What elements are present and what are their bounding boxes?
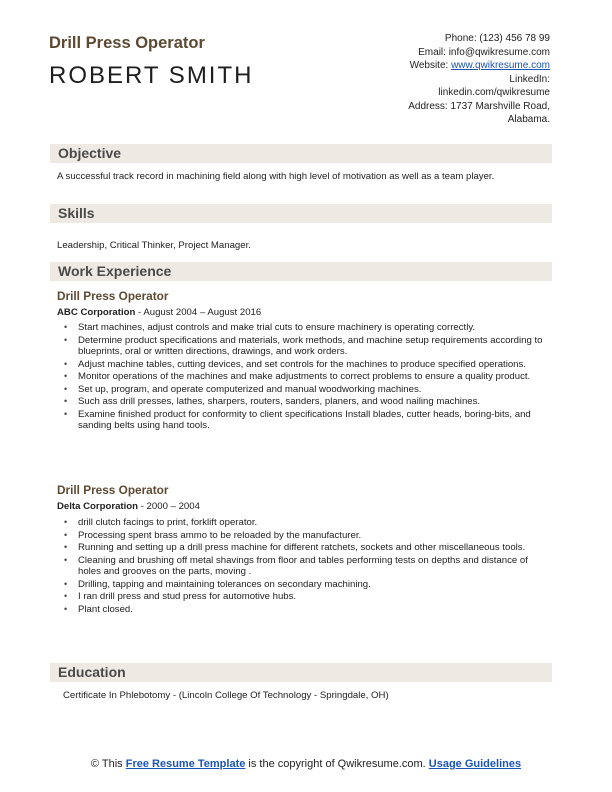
objective-section-header [50, 144, 552, 163]
list-item: • Drilling, tapping and maintaining tolerances on secondary machining. [57, 579, 553, 591]
free-resume-template-link[interactable]: Free Resume Template [125, 758, 246, 770]
website-label: Website: [409, 60, 452, 71]
list-item: • drill clutch facings to print, forklift operator. [57, 517, 553, 529]
list-item: • Determine product specifications and materials, work methods, and machine setup requirements according to blueprints, oral or written directions, drawings, and work orders. [57, 335, 553, 358]
list-item: • Processing spent brass ammo to be reloaded by the manufacturer. [57, 530, 553, 542]
list-item: • Plant closed. [57, 604, 553, 616]
skills-heading: Skills [58, 205, 95, 221]
candidate-name: ROBERT SMITH [49, 62, 254, 89]
usage-guidelines-link[interactable]: Usage Guidelines [428, 758, 522, 770]
contact-block [330, 32, 550, 127]
contact-email: Email: info@qwikresume.com [418, 46, 550, 58]
job-1-company-line [57, 307, 261, 318]
objective-heading: Objective [58, 145, 122, 161]
footer-prefix: © This [90, 758, 126, 770]
list-item: • Cleaning and brushing off metal shavings from floor and tables performing tests on depths and distance of holes and grooves on the parts, moving . [57, 555, 553, 578]
job-1-title: Drill Press Operator [57, 289, 169, 303]
list-item: • Start machines, adjust controls and make trial cuts to ensure machinery is operating correctly. [57, 322, 553, 334]
objective-text: A successful track record in machining field along with high level of motivation as well as a team player. [57, 171, 495, 182]
contact-address-line1: Address: 1737 Marshville Road, [408, 100, 550, 112]
job-1-dates: - August 2004 – August 2016 [135, 307, 262, 318]
copyright-footer [0, 757, 612, 771]
skills-text: Leadership, Critical Thinker, Project Manager. [57, 240, 251, 251]
list-item: • Examine finished product for conformity to client specifications Install blades, cutter heads, boring-bits, and sanding belts using hand tools. [57, 409, 553, 432]
footer-middle: is the copyright of Qwikresume.com. [245, 758, 429, 770]
list-item: • Adjust machine tables, cutting devices, and set controls for the machines to produce specified operations. [57, 359, 553, 371]
work-section-header [50, 262, 552, 281]
job-2-title: Drill Press Operator [57, 483, 169, 497]
job-2-company-line [57, 501, 200, 512]
education-heading: Education [58, 664, 126, 680]
skills-section-header [50, 204, 552, 223]
list-item: • I ran drill press and stud press for automotive hubs. [57, 591, 553, 603]
education-text: Certificate In Phlebotomy - (Lincoln College Of Technology - Springdale, OH) [63, 690, 389, 701]
contact-linkedin-value: linkedin.com/qwikresume [438, 87, 550, 98]
list-item: • Such ass drill presses, lathes, sharpers, routers, sanders, planers, and wood nailing machines. [57, 396, 553, 408]
job-2-company: Delta Corporation [57, 501, 139, 512]
education-section-header [50, 663, 552, 682]
job-2-dates: - 2000 – 2004 [138, 501, 200, 512]
contact-website [330, 59, 550, 73]
list-item: • Running and setting up a drill press machine for different ratchets, sockets and other miscellaneous tools. [57, 542, 553, 554]
work-heading: Work Experience [58, 263, 172, 279]
list-item: • Monitor operations of the machines and make adjustments to correct problems to ensure a quality product. [57, 371, 553, 383]
contact-linkedin-label: LinkedIn: [509, 73, 550, 85]
contact-address-line2: Alabama. [507, 114, 550, 125]
job-1-bullet-list [57, 322, 553, 433]
website-link[interactable]: www.qwikresume.com [451, 60, 550, 71]
job-1-company: ABC Corporation [57, 307, 136, 318]
resume-job-title: Drill Press Operator [49, 34, 205, 52]
job-2-bullet-list [57, 517, 553, 616]
list-item: • Set up, program, and operate computerized and manual woodworking machines. [57, 384, 553, 396]
contact-phone: Phone: (123) 456 78 99 [444, 33, 550, 44]
